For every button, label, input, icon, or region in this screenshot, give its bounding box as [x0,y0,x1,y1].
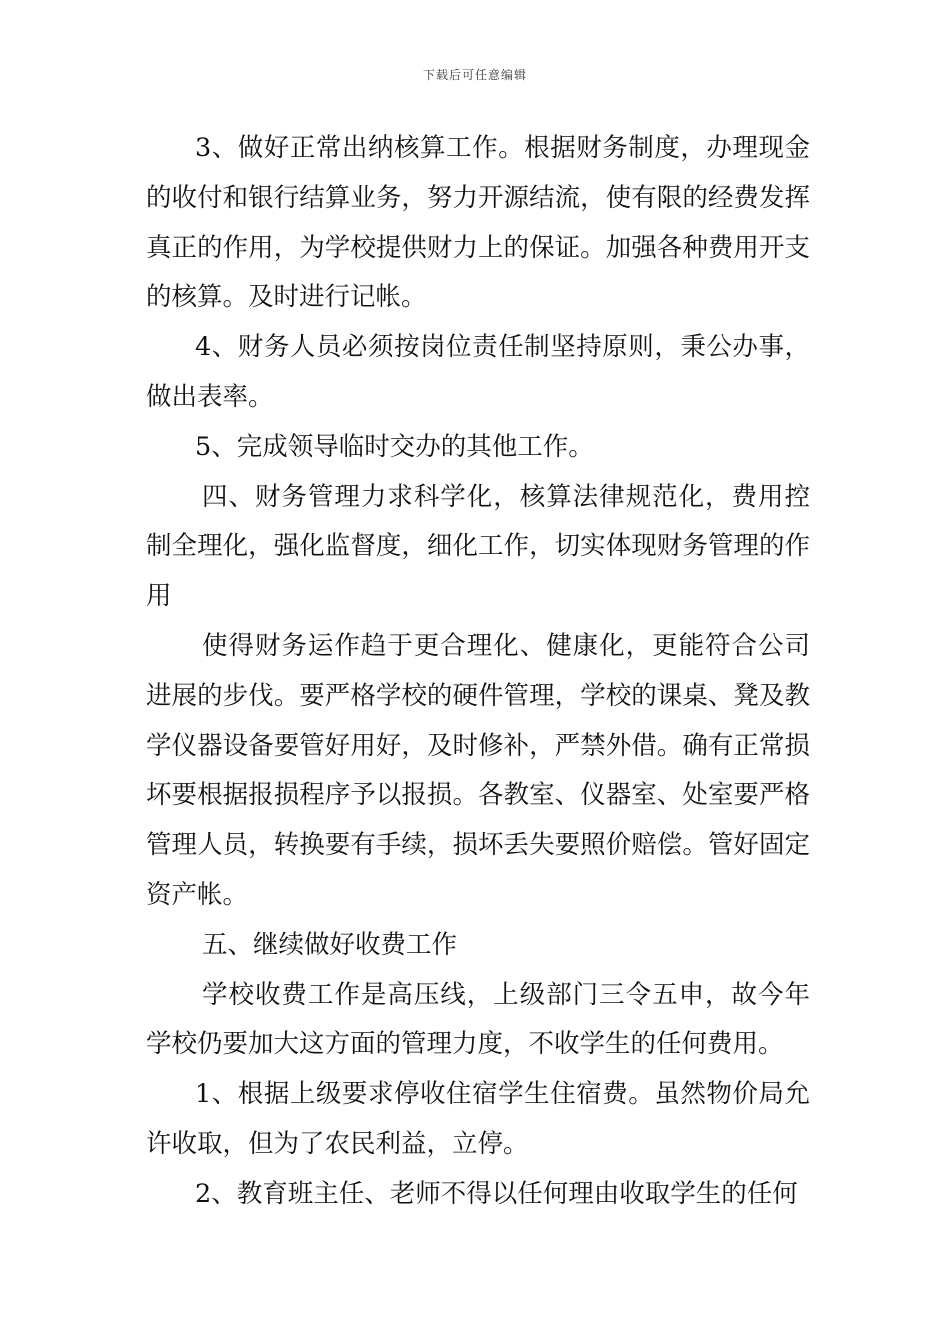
paragraph-fee-policy: 学校收费工作是高压线，上级部门三令五申，故今年学校仍要加大这方面的管理力度，不收学生的任何费用。 [146,979,810,1060]
paragraph-teacher-fees: 2、教育班主任、老师不得以任何理由收取学生的任何 [195,1178,798,1209]
document-body [146,124,810,1220]
section-heading-five: 五、继续做好收费工作 [202,929,458,960]
paragraph-cashier-accounting: 3、做好正常出纳核算工作。根据财务制度，办理现金的收付和银行结算业务，努力开源结流，使有限的经费发挥真正的作用，为学校提供财力上的保证。加强各种费用开支的核算。及时进行记帐。 [146,133,810,313]
paragraph-staff-principles: 4、财务人员必须按岗位责任制坚持原则，秉公办事，做出表率。 [146,332,810,412]
paragraph-boarding-fee: 1、根据上级要求停收住宿学生住宿费。虽然物价局允许收取，但为了农民利益，立停。 [146,1079,810,1159]
page-header-note: 下载后可任意编辑 [422,68,527,82]
paragraph-other-tasks: 5、完成领导临时交办的其他工作。 [195,431,594,462]
paragraph-asset-management: 使得财务运作趋于更合理化、健康化，更能符合公司进展的步伐。要严格学校的硬件管理，学校的课桌、凳及教学仪器设备要管好用好，及时修补，严禁外借。确有正常损坏要根据报损程序予以报损。各教室、仪器室、处室要严格管理人员，转换要有手续，损坏丢失要照价赔偿。管好固定资产帐。 [146,630,810,910]
section-heading-four: 四、财务管理力求科学化，核算法律规范化，费用控制全理化，强化监督度，细化工作，切实体现财务管理的作用 [146,481,810,612]
